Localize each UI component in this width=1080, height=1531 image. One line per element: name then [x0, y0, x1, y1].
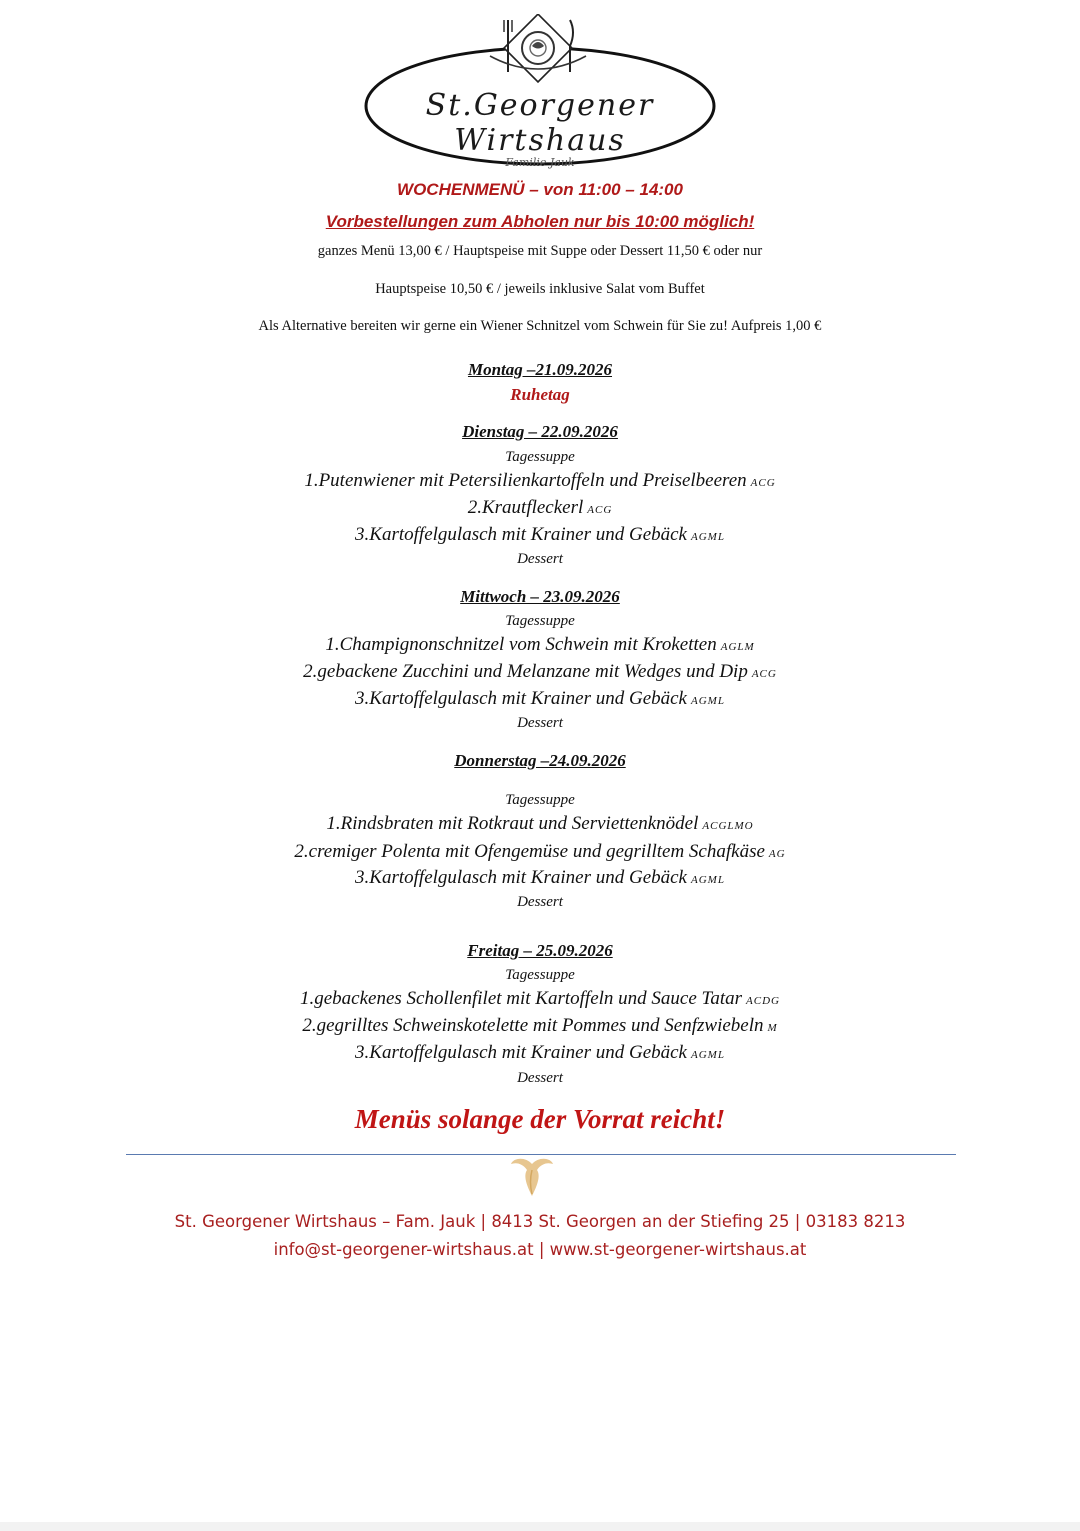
allergen-codes: AGML [691, 695, 725, 707]
soup-label: Tagessuppe [505, 613, 575, 629]
day-heading-monday: Montag –21.09.2026 [467, 360, 613, 379]
allergen-codes: AGML [691, 531, 725, 543]
dish-item [0, 524, 1080, 546]
dessert-label: Dessert [517, 715, 563, 731]
acanthus-ornament-icon [507, 1156, 557, 1200]
soup-label: Tagessuppe [505, 449, 575, 465]
restaurant-logo [360, 14, 720, 174]
dish-name: 1.Putenwiener mit Petersilienkartoffeln und Preiselbeeren [304, 470, 747, 491]
dish-item [0, 634, 1080, 656]
allergen-codes: ACG [750, 477, 776, 489]
dish-name: 1.gebackenes Schollenfilet mit Kartoffeln und Sauce Tatar [300, 988, 743, 1009]
allergen-codes: ACG [587, 504, 613, 516]
allergen-codes: ACDG [746, 995, 780, 1007]
soup-label: Tagessuppe [505, 792, 575, 808]
dish-name: 2.gegrilltes Schweinskotelette mit Pommes und Senfzwiebeln [302, 1015, 764, 1036]
dessert-label: Dessert [517, 551, 563, 567]
dish-item [0, 1015, 1080, 1037]
price-line-1: ganzes Menü 13,00 € / Hauptspeise mit Suppe oder Dessert 11,50 € oder nur [317, 243, 763, 259]
dessert-label: Dessert [517, 1070, 563, 1086]
soup-label: Tagessuppe [505, 967, 575, 983]
closed-day-note: Ruhetag [510, 385, 570, 404]
alternative-note: Als Alternative bereiten wir gerne ein Wiener Schnitzel vom Schwein für Sie zu! Aufpreis 1,00 € [258, 318, 822, 334]
price-line-2: Hauptspeise 10,50 € / jeweils inklusive Salat vom Buffet [375, 281, 705, 297]
footer-address: St. Georgener Wirtshaus – Fam. Jauk | 8413 St. Georgen an der Stiefing 25 | 03183 8213 [174, 1212, 906, 1231]
dish-item [0, 688, 1080, 710]
dish-name: 3.Kartoffelgulasch mit Krainer und Gebäck [355, 1042, 687, 1063]
preorder-notice: Vorbestellungen zum Abholen nur bis 10:00 möglich! [325, 212, 755, 231]
dish-name: 2.Krautfleckerl [467, 497, 584, 518]
allergen-codes: AG [768, 848, 786, 860]
allergen-codes: AGLM [720, 641, 755, 653]
day-heading-thursday: Donnerstag –24.09.2026 [454, 751, 626, 770]
allergen-codes: AGML [691, 1049, 725, 1061]
dish-item [0, 841, 1080, 863]
dish-item [0, 813, 1080, 835]
allergen-codes: ACG [751, 668, 777, 680]
dish-name: 3.Kartoffelgulasch mit Krainer und Gebäck [355, 688, 687, 709]
dish-item [0, 497, 1080, 519]
dessert-label: Dessert [517, 894, 563, 910]
logo-title: St.Georgener Wirtshaus [425, 88, 655, 158]
day-heading-friday: Freitag – 25.09.2026 [467, 941, 613, 960]
logo-tagline: Familie Jauk [505, 156, 575, 169]
dish-item [0, 988, 1080, 1010]
allergen-codes: AGML [691, 874, 725, 886]
dish-name: 2.cremiger Polenta mit Ofengemüse und gegrilltem Schafkäse [294, 841, 765, 862]
dish-name: 3.Kartoffelgulasch mit Krainer und Gebäck [355, 524, 687, 545]
dish-name: 1.Rindsbraten mit Rotkraut und Serviettenknödel [326, 813, 699, 834]
dish-name: 2.gebackene Zucchini und Melanzane mit Wedges und Dip [303, 661, 748, 682]
menu-title: WOCHENMENÜ – von 11:00 – 14:00 [397, 180, 683, 199]
dish-item [0, 470, 1080, 492]
dish-item [0, 661, 1080, 683]
dish-item [0, 1042, 1080, 1064]
day-heading-tuesday: Dienstag – 22.09.2026 [462, 422, 618, 441]
page-bottom-strip [0, 1522, 1080, 1531]
day-heading-wednesday: Mittwoch – 23.09.2026 [460, 587, 620, 606]
allergen-codes: M [767, 1022, 778, 1034]
allergen-codes: ACGLMO [702, 820, 754, 832]
availability-note: Menüs solange der Vorrat reicht! [354, 1104, 726, 1134]
dish-name: 3.Kartoffelgulasch mit Krainer und Gebäck [355, 867, 687, 888]
dish-item [0, 867, 1080, 889]
divider-line [126, 1154, 956, 1155]
footer-contact[interactable]: info@st-georgener-wirtshaus.at | www.st-georgener-wirtshaus.at [273, 1240, 807, 1259]
dish-name: 1.Champignonschnitzel vom Schwein mit Kroketten [325, 634, 717, 655]
